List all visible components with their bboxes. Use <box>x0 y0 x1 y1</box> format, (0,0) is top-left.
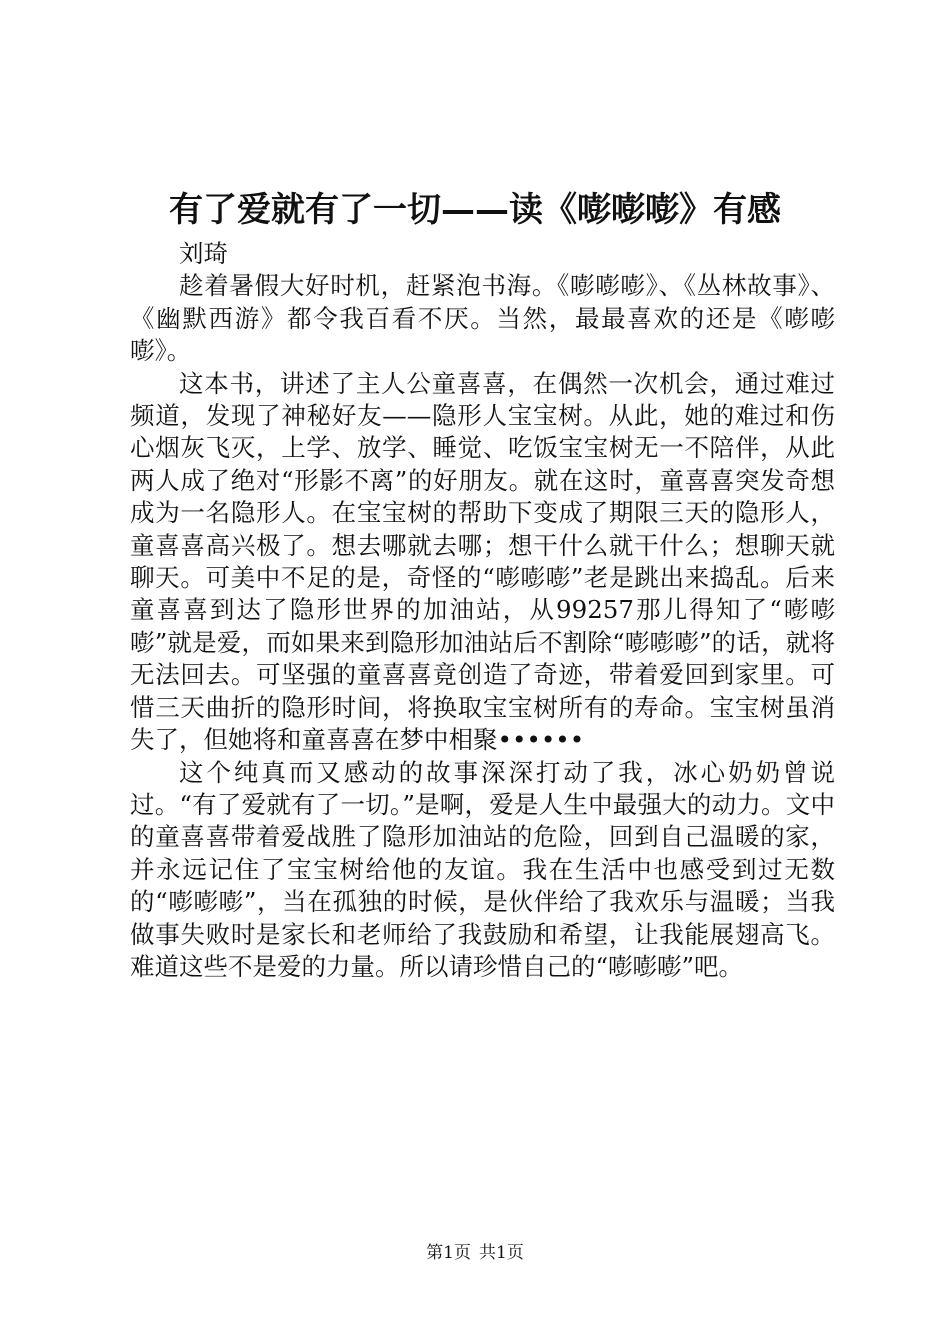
author-name: 刘琦 <box>179 239 228 268</box>
paragraph-2: 这本书，讲述了主人公童喜喜，在偶然一次机会，通过难过频道，发现了神秘好友——隐形人宝宝树。从此，她的难过和伤心烟灰飞灭，上学、放学、睡觉、吃饭宝宝树无一不陪伴，从此两人成了绝对“形影不离”的好朋友。就在这时，童喜喜突发奇想成为一名隐形人。在宝宝树的帮助下变成了期限三天的隐形人，童喜喜高兴极了。想去哪就去哪；想干什么就干什么；想聊天就聊天。可美中不足的是，奇怪的“嘭嘭嘭”老是跳出来捣乱。后来童喜喜到达了隐形世界的加油站，从99257那儿得知了“嘭嘭嘭”就是爱，而如果来到隐形加油站后不割除“嘭嘭嘭”的话，就将无法回去。可坚强的童喜喜竟创造了奇迹，带着爱回到家里。可惜三天曲折的隐形时间，将换取宝宝树所有的寿命。宝宝树虽消失了，但她将和童喜喜在梦中相聚•••••• <box>130 368 835 755</box>
document-body <box>130 238 835 983</box>
page-number: 第1页 <box>426 1243 471 1263</box>
paragraph-3: 这个纯真而又感动的故事深深打动了我，冰心奶奶曾说过。“有了爱就有了一切。”是啊，爱是人生中最强大的动力。文中的童喜喜带着爱战胜了隐形加油站的危险，回到自己温暖的家，并永远记住了宝宝树给他的友谊。我在生活中也感受到过无数的“嘭嘭嘭”，当在孤独的时候，是伙伴给了我欢乐与温暖；当我做事失败时是家长和老师给了我鼓励和希望，让我能展翅高飞。难道这些不是爱的力量。所以请珍惜自己的“嘭嘭嘭”吧。 <box>130 757 835 981</box>
page-footer <box>0 1242 950 1264</box>
document-title: 有了爱就有了一切——读《嘭嘭嘭》有感 <box>169 190 781 230</box>
paragraph-1: 趁着暑假大好时机，赶紧泡书海。《嘭嘭嘭》、《丛林故事》、《幽默西游》都令我百看不厌。当然，最最喜欢的还是《嘭嘭嘭》。 <box>130 271 835 366</box>
page-total: 共1页 <box>479 1243 524 1263</box>
